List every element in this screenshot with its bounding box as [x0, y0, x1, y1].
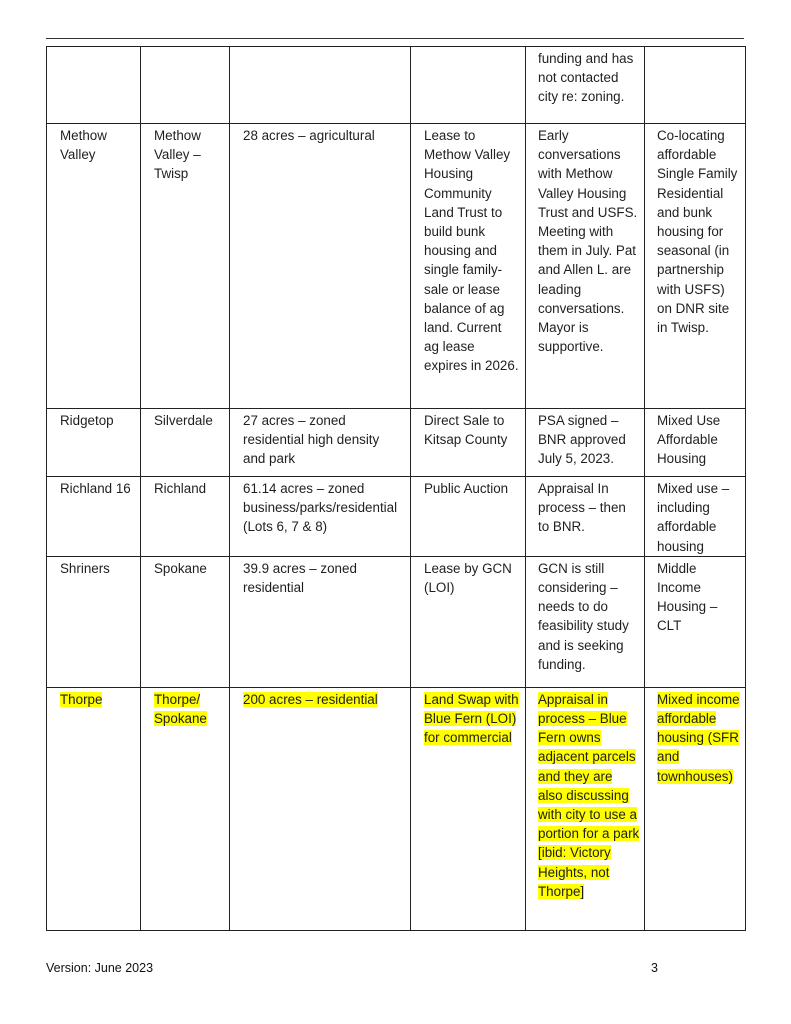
highlighted-text: 200 acres – residential [243, 691, 378, 707]
cell-status: funding and has not contacted city re: zoning. [526, 47, 645, 124]
cell-site: Richland 16 [47, 477, 141, 557]
cell-status: Early conversations with Methow Valley Housing Trust and USFS. Meeting with them in July. Pat and Allen L. are leading conversations. Mayor is supportive. [526, 124, 645, 409]
cell-site: Ridgetop [47, 409, 141, 477]
table-row [47, 477, 746, 557]
footer-version: Version: June 2023 [46, 961, 154, 975]
table-row-highlighted [47, 687, 746, 930]
cell-site [47, 687, 141, 930]
header-rule [46, 38, 744, 39]
cell-transaction: Lease by GCN (LOI) [411, 556, 526, 687]
highlighted-text: Land Swap with Blue Fern (LOI) for commercial [424, 691, 519, 746]
cell-status: PSA signed –BNR approved July 5, 2023. [526, 409, 645, 477]
cell-location [141, 47, 230, 124]
cell-transaction: Direct Sale to Kitsap County [411, 409, 526, 477]
cell-status: GCN is still considering – needs to do feasibility study and is seeking funding. [526, 556, 645, 687]
cell-use [645, 687, 746, 930]
cell-location: Silverdale [141, 409, 230, 477]
cell-site: Shriners [47, 556, 141, 687]
cell-acreage: 28 acres – agricultural [230, 124, 411, 409]
highlighted-text: Appraisal in process – Blue Fern owns adjacent parcels and they are also discussing with city to use a portion for a park [ibid: Victory Heights, not Thorpe] [538, 691, 640, 899]
cell-acreage: 27 acres – zoned residential high density and park [230, 409, 411, 477]
cell-use: Co-locating affordable Single Family Residential and bunk housing for seasonal (in partnership with USFS) on DNR site in Twisp. [645, 124, 746, 409]
table-row [47, 556, 746, 687]
cell-use: Mixed Use Affordable Housing [645, 409, 746, 477]
cell-acreage: 39.9 acres – zoned residential [230, 556, 411, 687]
highlighted-text: Mixed income affordable housing (SFR and townhouses) [657, 691, 740, 784]
cell-use: Mixed use – including affordable housing [645, 477, 746, 557]
cell-site: Methow Valley [47, 124, 141, 409]
highlighted-text: Thorpe/ Spokane [154, 691, 207, 727]
cell-location: Richland [141, 477, 230, 557]
cell-acreage [230, 687, 411, 930]
cell-acreage [230, 47, 411, 124]
table-row [47, 47, 746, 124]
cell-location [141, 687, 230, 930]
cell-site [47, 47, 141, 124]
cell-location: Spokane [141, 556, 230, 687]
cell-use: Middle Income Housing – CLT [645, 556, 746, 687]
highlighted-text: Thorpe [60, 691, 103, 707]
cell-transaction [411, 47, 526, 124]
footer-page-number: 3 [651, 961, 658, 975]
table-row [47, 409, 746, 477]
cell-location: Methow Valley – Twisp [141, 124, 230, 409]
cell-transaction: Public Auction [411, 477, 526, 557]
table-row [47, 124, 746, 409]
cell-status: Appraisal In process – then to BNR. [526, 477, 645, 557]
cell-transaction: Lease to Methow Valley Housing Community Land Trust to build bunk housing and single family-sale or lease balance of ag land. Current ag lease expires in 2026. [411, 124, 526, 409]
cell-acreage: 61.14 acres – zoned business/parks/residential (Lots 6, 7 & 8) [230, 477, 411, 557]
cell-use [645, 47, 746, 124]
properties-table [46, 46, 746, 931]
cell-transaction [411, 687, 526, 930]
cell-status [526, 687, 645, 930]
